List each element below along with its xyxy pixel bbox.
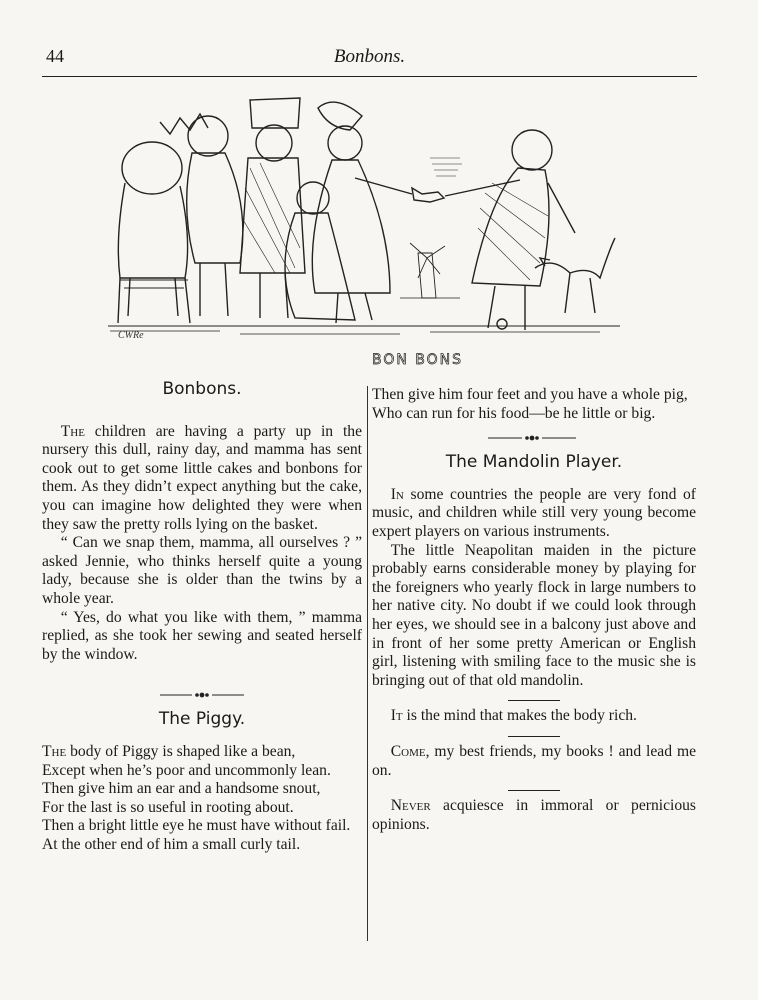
poem-line: Then give him four feet and you have a whole pig, <box>372 386 688 403</box>
piggy-poem <box>42 743 362 855</box>
page-header <box>42 44 697 74</box>
bonbons-paragraph-2: “ Can we snap them, mamma, all ourselves ? ” asked Jennie, who thinks herself quite a young lady, because she is older than the twins by a whole year. <box>42 534 362 607</box>
section-ornament <box>42 690 362 700</box>
poem-line: Then give him an ear and a handsome snout, <box>42 780 321 798</box>
saying-mind: It is the mind that makes the body rich. <box>390 707 637 725</box>
children-bonbons-illustration <box>100 88 628 373</box>
mandolin-paragraph-2: The little Neapolitan maiden in the picture probably earns considerable money by playing for the foreigners who yearly flock in large numbers to her native city. No doubt if we could look through her eyes, we should see in a balcony just above and in front of her some pretty American or English girl, listening with smiling face to the music she is bringing out of that old mandolin. <box>372 541 696 689</box>
piggy-poem-continued <box>372 386 696 423</box>
column-divider <box>367 386 368 941</box>
left-column <box>42 380 362 854</box>
section-title-bonbons: Bonbons. <box>162 379 242 399</box>
illustration-signature: CWRe <box>118 330 144 341</box>
section-ornament <box>372 433 696 443</box>
poem-line: Except when he’s poor and uncommonly lean. <box>42 761 331 779</box>
dropword: The <box>60 422 85 440</box>
poem-line: The body of Piggy is shaped like a bean, <box>42 742 296 760</box>
poem-line: For the last is so useful in rooting about. <box>42 798 294 816</box>
header-rule <box>42 76 697 77</box>
poem-line: Who can run for his food—be he little or big. <box>372 404 656 422</box>
section-title-mandolin: The Mandolin Player. <box>445 452 623 473</box>
saying-books: Come, my best friends, my books ! and lead me on. <box>372 742 696 779</box>
right-column <box>372 386 696 834</box>
poem-line: At the other end of him a small curly tail. <box>42 835 301 853</box>
section-title-piggy: The Piggy. <box>158 709 246 730</box>
page-number: 44 <box>46 46 64 66</box>
saying-opinions: Never acquiesce in immoral or pernicious opinions. <box>372 797 696 833</box>
poem-line: Then a bright little eye he must have without fail. <box>42 817 351 835</box>
illustration-caption: BON BONS <box>372 352 464 368</box>
bonbons-paragraph-3: “ Yes, do what you like with them, ” mamma replied, as she took her sewing and seated herself by the window. <box>42 608 362 663</box>
running-title: Bonbons. <box>333 46 406 67</box>
bonbons-paragraph-1: The children are having a party up in the nursery this dull, rainy day, and mamma has sent cook out to get some little cakes and bonbons for them. As they didn’t expect anything but the cake, you can imagine how delighted they were when they saw the pretty rolls lying on the basket. <box>42 422 362 533</box>
mandolin-paragraph-1: In some countries the people are very fond of music, and children while still very young become expert players on various instruments. <box>372 485 696 540</box>
